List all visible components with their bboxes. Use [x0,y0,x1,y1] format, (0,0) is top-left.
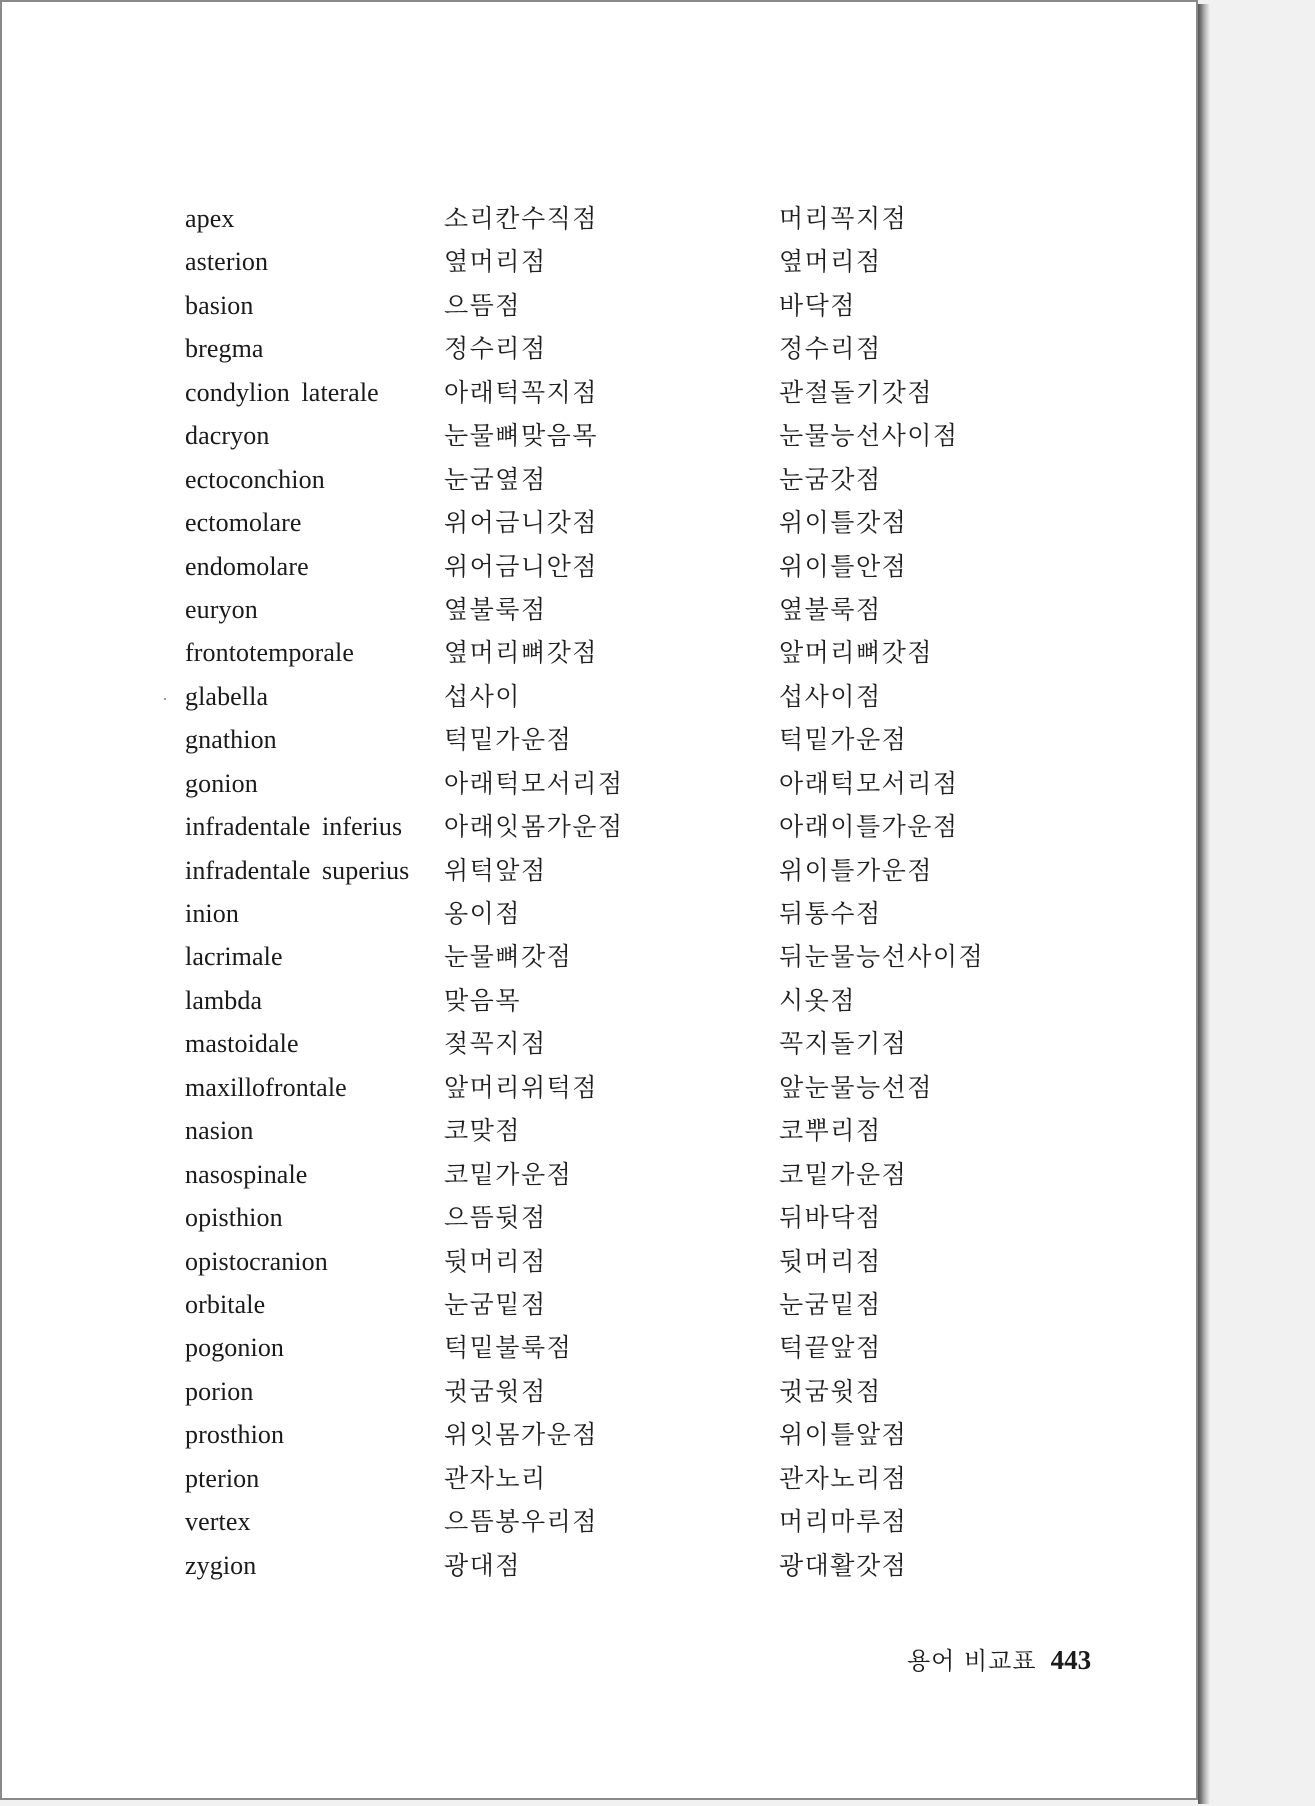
latin-term: maxillofrontale [185,1072,347,1102]
korean-term-new: 뒤눈물능선사이점 [779,942,985,972]
korean-term-old: 눈물뼈갓점 [444,942,573,972]
korean-term-old: 옆머리점 [444,247,547,277]
korean-term-new: 머리꼭지점 [779,204,908,233]
korean-term-new: 뒤바닥점 [779,1203,882,1233]
latin-term: nasospinale [185,1159,308,1189]
korean-term-new: 앞머리뼈갓점 [779,638,933,668]
korean-term-new: 위이틀안점 [779,551,908,581]
korean-term-old: 옆불룩점 [444,594,547,624]
korean-term-old: 으뜸점 [444,290,521,320]
korean-term-new: 위이틀앞점 [779,1420,908,1450]
korean-term-old: 위턱앞점 [444,855,547,885]
korean-term-new: 광대활갓점 [779,1550,908,1580]
korean-term-old: 아래턱꼭지점 [444,377,598,407]
term-row [2,588,1200,631]
term-row [2,414,1200,457]
latin-term: opistocranion [185,1246,328,1276]
latin-term: frontotemporale [185,638,354,668]
korean-term-old: 눈굼옆점 [444,464,547,494]
term-row [2,1109,1200,1152]
page-edge-shadow [1198,4,1210,1804]
korean-term-old: 옆머리뼈갓점 [444,638,598,668]
korean-term-old: 옹이점 [444,899,521,928]
korean-term-new: 코밑가운점 [779,1159,908,1189]
latin-term: dacryon [185,421,270,451]
term-row [2,284,1200,327]
term-comparison-table [2,197,1200,1587]
term-row [2,240,1200,283]
term-row [2,718,1200,761]
term-row [2,1022,1200,1065]
latin-term: glabella [185,681,269,711]
korean-term-new: 관자노리점 [779,1463,908,1493]
term-row [2,1500,1200,1543]
korean-term-old: 소리칸수직점 [444,204,598,233]
korean-term-old: 으뜸봉우리점 [444,1507,598,1537]
term-row [2,327,1200,370]
latin-term: asterion [185,247,269,277]
korean-term-old: 앞머리위턱점 [444,1072,598,1102]
korean-term-new: 바닥점 [779,290,856,320]
term-row [2,1457,1200,1500]
korean-term-old: 위어금니갓점 [444,508,598,538]
korean-term-new: 정수리점 [779,334,882,364]
term-row [2,979,1200,1022]
korean-term-new: 옆머리점 [779,247,882,277]
korean-term-new: 아래턱모서리점 [779,768,959,798]
korean-term-new: 귓굼윗점 [779,1376,882,1406]
latin-term: ectomolare [185,508,302,538]
latin-term: infradentale superius [185,855,410,885]
korean-term-old: 눈굼밑점 [444,1289,547,1319]
korean-term-new: 시옷점 [779,985,856,1015]
korean-term-new: 아래이틀가운점 [779,812,959,842]
latin-term: euryon [185,594,258,624]
latin-term: gonion [185,768,258,798]
korean-term-old: 으뜸뒷점 [444,1203,547,1233]
korean-term-old: 위어금니안점 [444,551,598,581]
term-row [2,631,1200,674]
term-row [2,1153,1200,1196]
latin-term: ectoconchion [185,464,325,494]
korean-term-old: 섭사이 [444,681,521,711]
korean-term-new: 머리마루점 [779,1507,908,1537]
latin-term: pterion [185,1463,260,1493]
term-row [2,849,1200,892]
term-row [2,935,1200,978]
running-footer-title: 용어 비교표 [907,1647,1037,1675]
korean-term-old: 젖꼭지점 [444,1029,547,1059]
korean-term-new: 위이틀갓점 [779,508,908,538]
korean-term-new: 눈굼밑점 [779,1289,882,1319]
term-row [2,1196,1200,1239]
latin-term: orbitale [185,1289,266,1319]
term-row [2,545,1200,588]
latin-term: lambda [185,985,263,1015]
term-row [2,458,1200,501]
term-row [2,197,1200,240]
korean-term-new: 눈물능선사이점 [779,421,959,451]
korean-term-old: 맞음목 [444,985,521,1015]
korean-term-new: 턱밑가운점 [779,725,908,755]
term-row [2,1544,1200,1587]
korean-term-old: 턱밑가운점 [444,725,573,755]
korean-term-old: 광대점 [444,1550,521,1580]
korean-term-old: 아래턱모서리점 [444,768,624,798]
term-row [2,1413,1200,1456]
term-row [2,1066,1200,1109]
korean-term-new: 섭사이점 [779,681,882,711]
latin-term: nasion [185,1116,254,1146]
latin-term: zygion [185,1550,257,1580]
latin-term: mastoidale [185,1029,299,1059]
korean-term-old: 뒷머리점 [444,1246,547,1276]
latin-term: infradentale inferius [185,812,403,842]
page-number: 443 [1050,1645,1092,1675]
latin-term: basion [185,290,254,320]
term-row [2,1370,1200,1413]
term-row [2,762,1200,805]
korean-term-old: 아래잇몸가운점 [444,812,624,842]
latin-term: bregma [185,334,264,364]
korean-term-old: 위잇몸가운점 [444,1420,598,1450]
korean-term-new: 관절돌기갓점 [779,377,933,407]
korean-term-new: 턱끝앞점 [779,1333,882,1363]
latin-term: endomolare [185,551,309,581]
latin-term: opisthion [185,1203,283,1233]
latin-term: condylion laterale [185,377,379,407]
korean-term-old: 귓굼윗점 [444,1376,547,1406]
korean-term-old: 턱밑불룩점 [444,1333,573,1363]
korean-term-new: 눈굼갓점 [779,464,882,494]
korean-term-new: 꼭지돌기점 [779,1029,908,1059]
korean-term-new: 뒷머리점 [779,1246,882,1276]
term-row [2,1240,1200,1283]
korean-term-old: 눈물뼈맞음목 [444,421,598,451]
term-row [2,371,1200,414]
korean-term-new: 옆불룩점 [779,594,882,624]
korean-term-old: 코맞점 [444,1116,521,1146]
term-row [2,892,1200,935]
latin-term: gnathion [185,725,277,755]
term-row [2,1326,1200,1369]
korean-term-old: 코밑가운점 [444,1159,573,1189]
latin-term: porion [185,1376,254,1406]
scan-speck [164,698,166,700]
korean-term-old: 관자노리 [444,1463,547,1493]
latin-term: prosthion [185,1420,285,1450]
term-row [2,1283,1200,1326]
latin-term: pogonion [185,1333,285,1363]
korean-term-new: 위이틀가운점 [779,855,933,885]
korean-term-new: 앞눈물능선점 [779,1072,933,1102]
korean-term-new: 코뿌리점 [779,1116,882,1146]
term-row [2,501,1200,544]
page-footer [907,1642,1091,1683]
korean-term-new: 뒤통수점 [779,899,882,928]
latin-term: apex [185,204,235,233]
term-row [2,805,1200,848]
latin-term: vertex [185,1507,251,1537]
latin-term: lacrimale [185,942,283,972]
latin-term: inion [185,899,239,928]
korean-term-old: 정수리점 [444,334,547,364]
term-row [2,675,1200,718]
